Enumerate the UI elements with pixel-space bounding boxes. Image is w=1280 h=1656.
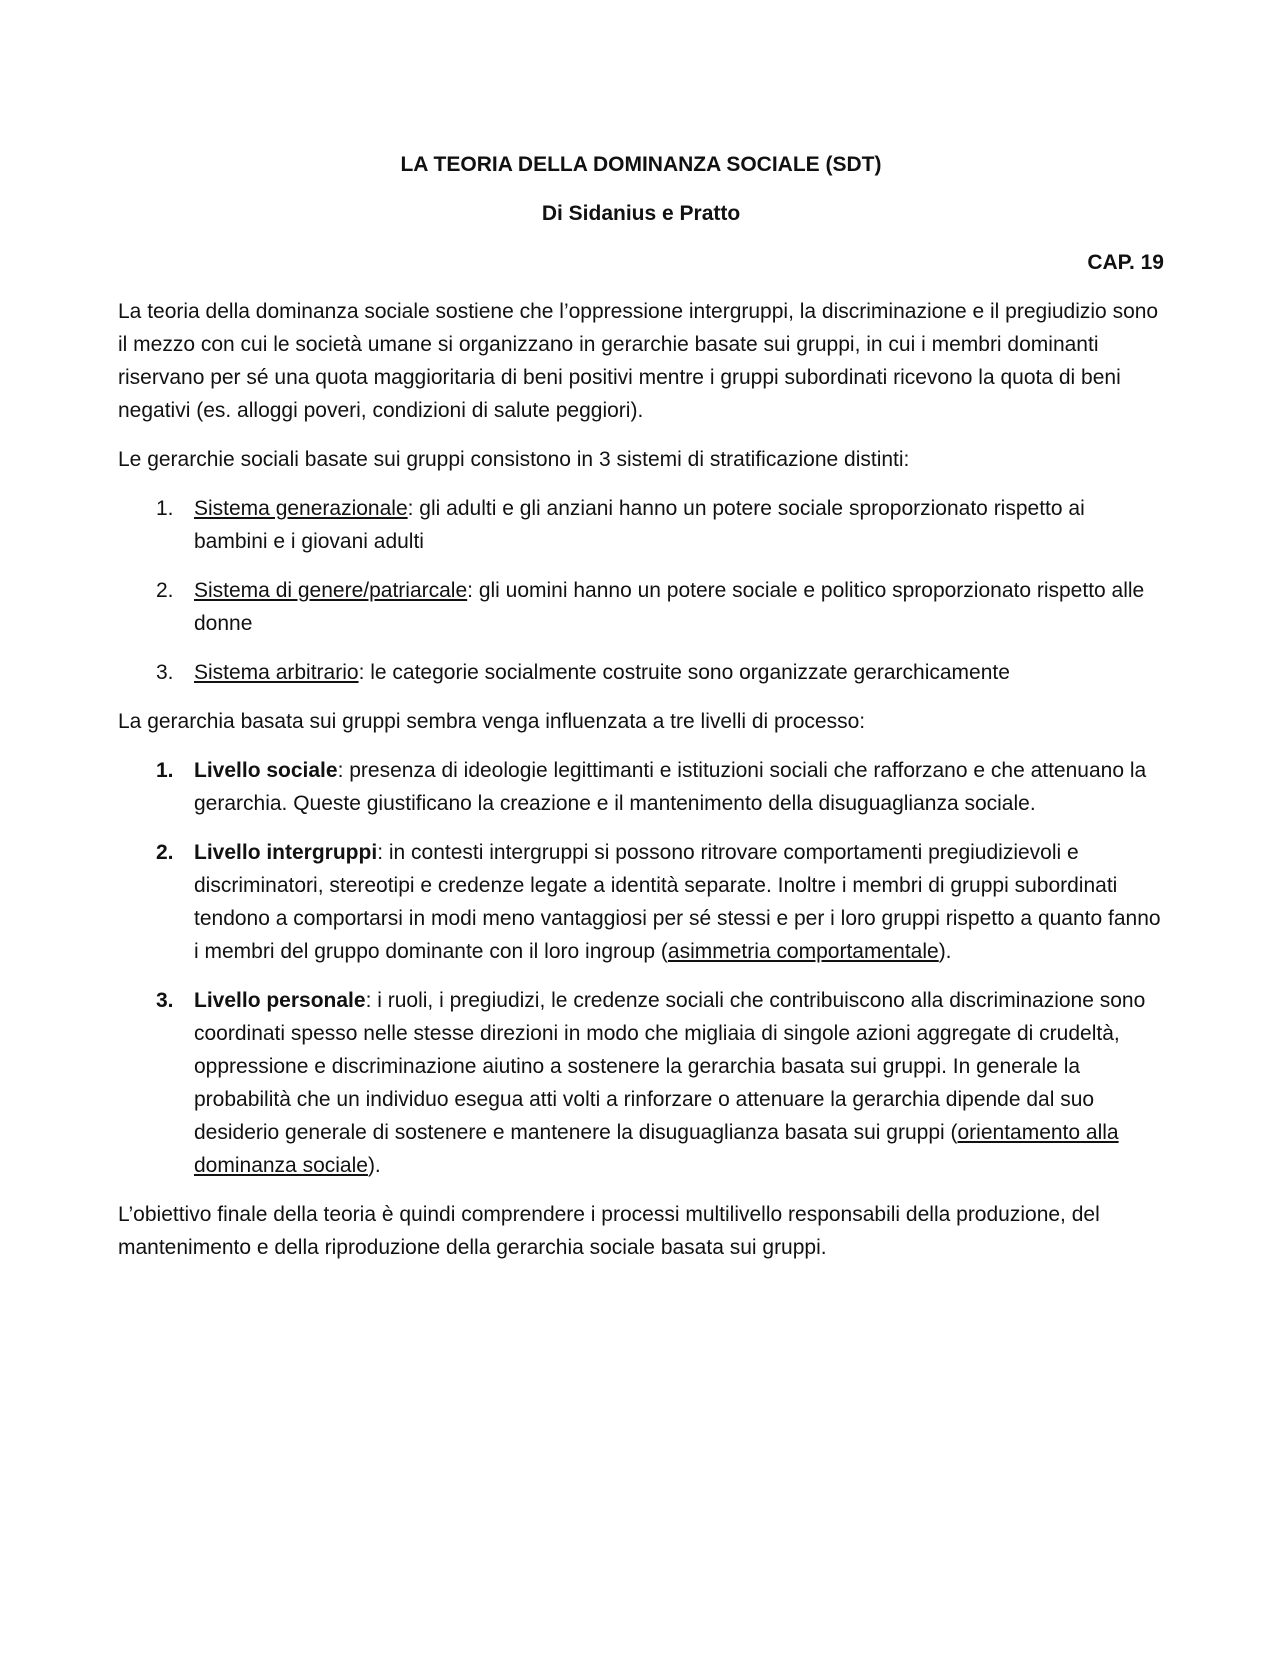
list-text: : le categorie socialmente costruite sono organizzate gerarchicamente (358, 661, 1010, 684)
list-text-after: ). (367, 1154, 381, 1177)
list-item (118, 754, 1164, 820)
list-term: Sistema di genere/patriarcale (194, 579, 468, 602)
list-item (118, 836, 1164, 968)
levels-intro-paragraph: La gerarchia basata sui gruppi sembra venga influenzata a tre livelli di processo: (118, 710, 866, 733)
list-item (118, 656, 1164, 689)
list-number: 2. (156, 841, 174, 864)
list-number: 3. (156, 989, 174, 1012)
list-number: 1. (156, 497, 174, 520)
list-term: Sistema arbitrario (194, 661, 359, 684)
list-text: : gli uomini hanno un potere sociale e politico sproporzionato rispetto alle donne (194, 579, 1145, 635)
conclusion-paragraph: L’obiettivo finale della teoria è quindi comprendere i processi multilivello responsabili della produzione, del mantenimento e della riproduzione della gerarchia sociale basata sui gruppi. (118, 1203, 1100, 1259)
list-number: 3. (156, 661, 174, 684)
list-text: : i ruoli, i pregiudizi, le credenze sociali che contribuiscono alla discriminazione sono coordinati spesso nelle stesse direzioni in modo che migliaia di singole azioni aggregate di crudeltà, oppressione e discriminazione aiutino a sostenere la gerarchia basata sui gruppi. In generale la probabilità che un individuo esegua atti volti a rinforzare o attenuare la gerarchia dipende dal suo desiderio generale di sostenere e mantenere la disuguaglianza basata sui gruppi ( (194, 989, 1146, 1144)
list-text: : gli adulti e gli anziani hanno un potere sociale sproporzionato rispetto ai bambini e i giovani adulti (194, 497, 1085, 553)
document-subtitle: Di Sidanius e Pratto (541, 202, 741, 225)
systems-list (118, 492, 1164, 689)
list-number: 2. (156, 579, 174, 602)
document-page (118, 148, 1164, 1280)
list-underlined-term: asimmetria comportamentale (667, 940, 939, 963)
list-term: Sistema generazionale (194, 497, 408, 520)
chapter-label: CAP. 19 (1087, 251, 1164, 274)
list-text: : in contesti intergruppi si possono ritrovare comportamenti pregiudizievoli e discriminatori, stereotipi e credenze legate a identità separate. Inoltre i membri di gruppi subordinati tendono a comportarsi in modi meno vantaggiosi per sé stessi e per i loro gruppi rispetto a quanto fanno i membri del gruppo dominante con il loro ingroup ( (194, 841, 1161, 963)
list-underlined-term: orientamento alla dominanza sociale (194, 1121, 1119, 1177)
list-term: Livello sociale (194, 759, 338, 782)
list-text-after: ). (938, 940, 952, 963)
list-item (118, 984, 1164, 1182)
list-term: Livello personale (194, 989, 366, 1012)
intro-paragraph: La teoria della dominanza sociale sostiene che l’oppressione intergruppi, la discriminazione e il pregiudizio sono il mezzo con cui le società umane si organizzano in gerarchie basate sui gruppi, in cui i membri dominanti riservano per sé una quota maggioritaria di beni positivi mentre i gruppi subordinati ricevono la quota di beni negativi (es. alloggi poveri, condizioni di salute peggiori). (118, 300, 1159, 422)
list-term: Livello intergruppi (194, 841, 378, 864)
document-title: LA TEORIA DELLA DOMINANZA SOCIALE (SDT) (400, 153, 882, 176)
list-item (118, 492, 1164, 558)
list-number: 1. (156, 759, 174, 782)
levels-list (118, 754, 1164, 1182)
list-text: : presenza di ideologie legittimanti e istituzioni sociali che rafforzano e che attenuano la gerarchia. Queste giustificano la creazione e il mantenimento della disuguaglianza sociale. (194, 759, 1147, 815)
systems-intro-paragraph: Le gerarchie sociali basate sui gruppi consistono in 3 sistemi di stratificazione distinti: (118, 448, 910, 471)
list-item (118, 574, 1164, 640)
